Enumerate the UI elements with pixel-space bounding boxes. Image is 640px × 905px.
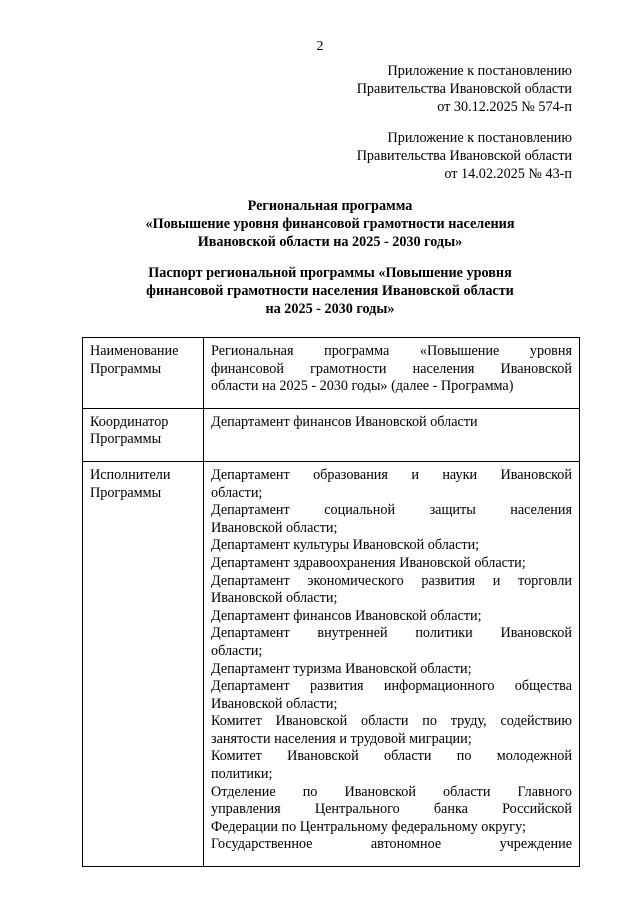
appendix-line: Приложение к постановлению <box>387 130 572 146</box>
row-value-line: Департамент социальной защиты населения <box>211 502 572 519</box>
row-value-line: Департамент внутренней политики Ивановской <box>211 625 572 642</box>
table-row-program-name <box>83 338 580 409</box>
row-value-line: Комитет Ивановской области по труду, содействию <box>211 713 572 730</box>
row-label-line: Наименование <box>90 343 179 359</box>
appendix-line: Правительства Ивановской области <box>356 148 572 164</box>
row-value-line: Комитет Ивановской области по молодежной <box>211 748 572 765</box>
passport-table <box>82 337 580 867</box>
row-value-line: Ивановской области; <box>211 519 338 536</box>
program-title-line: Региональная программа <box>247 198 413 214</box>
row-value-line: Отделение по Ивановской области Главного <box>211 783 572 800</box>
row-label-line: Программы <box>90 484 162 501</box>
row-label-line: Координатор <box>90 413 169 430</box>
row-value-line: Государственное автономное учреждение <box>211 836 572 853</box>
row-value-line: Департамент здравоохранения Ивановской области; <box>211 554 526 571</box>
row-label-line: Программы <box>90 360 162 377</box>
page-number: 2 <box>316 39 324 54</box>
row-value-line: Департамент развития информационного общества <box>211 678 572 695</box>
row-value-line: Департамент экономического развития и торговли <box>211 572 572 589</box>
row-value-cell <box>204 408 580 461</box>
appendix-line: от 30.12.2025 № 574-п <box>437 99 572 115</box>
row-value-line: занятости населения и трудовой миграции; <box>211 730 472 747</box>
row-value-line: области на 2025 - 2030 годы» (далее - Программа) <box>211 378 514 395</box>
row-value-line: Ивановской области; <box>211 695 338 712</box>
row-label-cell <box>83 338 204 409</box>
row-value-line: Департамент образования и науки Ивановской <box>211 466 572 483</box>
row-value-line: политики; <box>211 766 273 783</box>
row-label-cell <box>83 408 204 461</box>
row-label-line: Исполнители <box>90 466 171 483</box>
row-label-line: Программы <box>90 431 162 448</box>
program-title-line: «Повышение уровня финансовой грамотности населения <box>145 216 515 232</box>
passport-title-line: на 2025 - 2030 годы» <box>265 301 395 317</box>
program-title <box>60 197 600 251</box>
row-value-line: области; <box>211 642 263 659</box>
appendix-reference-1 <box>357 62 572 116</box>
row-value-line: Федерации по Центральному федеральному округу; <box>211 818 526 835</box>
row-label-cell <box>83 461 204 866</box>
appendix-reference-2 <box>357 129 572 183</box>
row-value-line: Ивановской области; <box>211 590 338 607</box>
row-value-cell <box>204 461 580 866</box>
table-row-coordinator <box>83 408 580 461</box>
passport-title-line: Паспорт региональной программы «Повышение уровня <box>148 265 512 281</box>
row-value-line: Департамент финансов Ивановской области <box>211 413 478 430</box>
row-value-line: Департамент культуры Ивановской области; <box>211 537 480 554</box>
passport-title-line: финансовой грамотности населения Ивановской области <box>146 283 514 299</box>
table-row-executors <box>83 461 580 866</box>
appendix-line: Правительства Ивановской области <box>356 81 572 97</box>
appendix-line: от 14.02.2025 № 43-п <box>444 166 572 182</box>
appendix-line: Приложение к постановлению <box>387 63 572 79</box>
row-value-line: управления Центрального банка Российской <box>211 801 572 818</box>
row-value-line: области; <box>211 484 263 501</box>
program-title-line: Ивановской области на 2025 - 2030 годы» <box>197 234 463 250</box>
row-value-line: Департамент финансов Ивановской области; <box>211 607 482 624</box>
passport-title <box>60 264 600 318</box>
row-value-line: финансовой грамотности населения Ивановской <box>211 360 572 377</box>
row-value-line: Региональная программа «Повышение уровня <box>211 343 572 359</box>
row-value-cell <box>204 338 580 409</box>
row-value-line: Департамент туризма Ивановской области; <box>211 660 472 677</box>
